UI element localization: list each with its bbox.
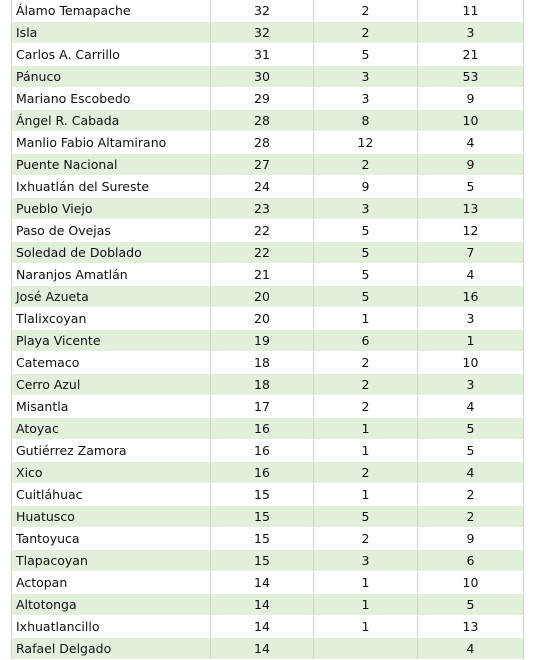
value-cell-3: 6 [418,550,524,572]
value-cell-2: 5 [314,286,418,308]
value-cell-2: 1 [314,308,418,330]
table-row [12,0,524,22]
value-cell-1: 22 [211,242,314,264]
value-cell-1: 15 [211,550,314,572]
table-row [12,154,524,176]
table-row [12,550,524,572]
table-row [12,264,524,286]
value-cell-3: 10 [418,352,524,374]
municipality-name-cell: Atoyac [12,418,211,440]
value-cell-2: 1 [314,594,418,616]
value-cell-1: 19 [211,330,314,352]
table-row [12,220,524,242]
value-cell-1: 16 [211,440,314,462]
value-cell-2: 1 [314,484,418,506]
value-cell-1: 16 [211,462,314,484]
value-cell-1: 14 [211,616,314,638]
municipality-name-cell: Tantoyuca [12,528,211,550]
value-cell-1: 16 [211,418,314,440]
table-row [12,66,524,88]
value-cell-3: 4 [418,462,524,484]
value-cell-1: 14 [211,572,314,594]
value-cell-1: 18 [211,352,314,374]
table-row [12,418,524,440]
municipality-name-cell: Naranjos Amatlán [12,264,211,286]
municipality-name-cell: Altotonga [12,594,211,616]
value-cell-3: 3 [418,374,524,396]
value-cell-3: 4 [418,264,524,286]
value-cell-3: 21 [418,44,524,66]
table-row [12,594,524,616]
value-cell-1: 18 [211,374,314,396]
value-cell-3: 12 [418,220,524,242]
municipality-name-cell: Misantla [12,396,211,418]
table-row [12,638,524,660]
value-cell-2: 9 [314,176,418,198]
table-row [12,198,524,220]
municipality-name-cell: Ángel R. Cabada [12,110,211,132]
value-cell-1: 28 [211,132,314,154]
municipality-table-container [11,0,523,660]
table-row [12,396,524,418]
table-row [12,528,524,550]
table-row [12,616,524,638]
table-row [12,462,524,484]
table-row [12,484,524,506]
municipality-name-cell: José Azueta [12,286,211,308]
value-cell-3: 2 [418,484,524,506]
value-cell-1: 15 [211,506,314,528]
value-cell-1: 14 [211,594,314,616]
value-cell-1: 27 [211,154,314,176]
value-cell-3: 10 [418,572,524,594]
municipality-name-cell: Mariano Escobedo [12,88,211,110]
value-cell-2: 3 [314,66,418,88]
value-cell-2: 5 [314,44,418,66]
value-cell-3: 13 [418,198,524,220]
value-cell-2: 2 [314,528,418,550]
table-row [12,506,524,528]
municipality-name-cell: Xico [12,462,211,484]
value-cell-2: 2 [314,374,418,396]
municipality-name-cell: Pueblo Viejo [12,198,211,220]
municipality-name-cell: Gutiérrez Zamora [12,440,211,462]
table-row [12,330,524,352]
table-row [12,286,524,308]
municipality-table [11,0,524,660]
table-row [12,132,524,154]
value-cell-3: 5 [418,418,524,440]
value-cell-2: 3 [314,550,418,572]
municipality-name-cell: Isla [12,22,211,44]
municipality-name-cell: Ixhuatlán del Sureste [12,176,211,198]
value-cell-2: 2 [314,462,418,484]
value-cell-1: 30 [211,66,314,88]
value-cell-3: 16 [418,286,524,308]
value-cell-2: 5 [314,264,418,286]
table-row [12,242,524,264]
value-cell-3: 53 [418,66,524,88]
value-cell-2: 5 [314,242,418,264]
value-cell-2: 3 [314,198,418,220]
value-cell-3: 10 [418,110,524,132]
value-cell-1: 32 [211,22,314,44]
value-cell-3: 7 [418,242,524,264]
value-cell-1: 29 [211,88,314,110]
value-cell-1: 22 [211,220,314,242]
municipality-name-cell: Manlio Fabio Altamirano [12,132,211,154]
value-cell-1: 17 [211,396,314,418]
table-row [12,22,524,44]
value-cell-2 [314,638,418,660]
value-cell-1: 21 [211,264,314,286]
value-cell-2: 2 [314,0,418,22]
value-cell-2: 5 [314,220,418,242]
municipality-name-cell: Soledad de Doblado [12,242,211,264]
value-cell-2: 1 [314,616,418,638]
value-cell-1: 23 [211,198,314,220]
value-cell-2: 1 [314,418,418,440]
value-cell-1: 24 [211,176,314,198]
value-cell-3: 9 [418,528,524,550]
value-cell-1: 32 [211,0,314,22]
value-cell-3: 5 [418,594,524,616]
table-row [12,176,524,198]
value-cell-3: 5 [418,440,524,462]
table-body [12,0,524,660]
municipality-name-cell: Cerro Azul [12,374,211,396]
value-cell-3: 4 [418,396,524,418]
value-cell-3: 4 [418,638,524,660]
table-row [12,308,524,330]
table-row [12,44,524,66]
municipality-name-cell: Puente Nacional [12,154,211,176]
municipality-name-cell: Tlapacoyan [12,550,211,572]
municipality-name-cell: Carlos A. Carrillo [12,44,211,66]
value-cell-2: 6 [314,330,418,352]
value-cell-1: 14 [211,638,314,660]
value-cell-1: 31 [211,44,314,66]
municipality-name-cell: Pánuco [12,66,211,88]
value-cell-3: 9 [418,88,524,110]
value-cell-2: 8 [314,110,418,132]
value-cell-3: 3 [418,22,524,44]
value-cell-3: 5 [418,176,524,198]
municipality-name-cell: Ixhuatlancillo [12,616,211,638]
table-row [12,374,524,396]
municipality-name-cell: Paso de Ovejas [12,220,211,242]
value-cell-3: 13 [418,616,524,638]
municipality-name-cell: Playa Vicente [12,330,211,352]
table-row [12,572,524,594]
value-cell-2: 2 [314,154,418,176]
value-cell-3: 9 [418,154,524,176]
value-cell-2: 3 [314,88,418,110]
municipality-name-cell: Huatusco [12,506,211,528]
value-cell-1: 20 [211,286,314,308]
value-cell-3: 2 [418,506,524,528]
municipality-name-cell: Actopan [12,572,211,594]
municipality-name-cell: Tlalixcoyan [12,308,211,330]
value-cell-2: 12 [314,132,418,154]
value-cell-3: 3 [418,308,524,330]
value-cell-1: 28 [211,110,314,132]
municipality-name-cell: Catemaco [12,352,211,374]
value-cell-2: 2 [314,396,418,418]
value-cell-2: 1 [314,572,418,594]
value-cell-1: 20 [211,308,314,330]
value-cell-2: 2 [314,352,418,374]
value-cell-3: 4 [418,132,524,154]
table-row [12,110,524,132]
value-cell-1: 15 [211,528,314,550]
value-cell-2: 1 [314,440,418,462]
municipality-name-cell: Rafael Delgado [12,638,211,660]
table-row [12,352,524,374]
table-row [12,440,524,462]
value-cell-2: 2 [314,22,418,44]
value-cell-2: 5 [314,506,418,528]
table-row [12,88,524,110]
value-cell-3: 11 [418,0,524,22]
municipality-name-cell: Álamo Temapache [12,0,211,22]
value-cell-3: 1 [418,330,524,352]
municipality-name-cell: Cuitláhuac [12,484,211,506]
value-cell-1: 15 [211,484,314,506]
